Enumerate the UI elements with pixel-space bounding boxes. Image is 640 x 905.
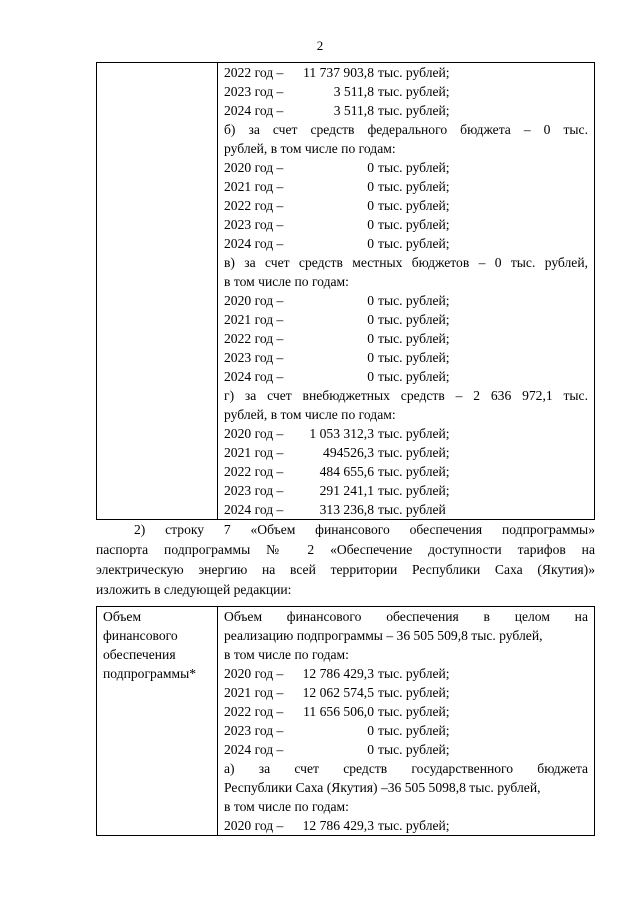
page-number: 2: [316, 38, 324, 53]
year-label: 2024 год –: [224, 103, 284, 118]
unit-label: тыс. рублей;: [378, 818, 450, 833]
funding-cell: [218, 63, 595, 520]
year-amount-row: [224, 329, 588, 348]
label-cell-empty: [97, 63, 218, 520]
text-line: г) за счет внебюджетных средств – 2 636 972,1 тыс.: [224, 388, 588, 403]
label-line: Объем: [103, 609, 142, 624]
year-amount-row: [224, 721, 588, 740]
year-amount-row: [224, 500, 588, 519]
amount-value: 12 786 429,3: [302, 666, 374, 681]
year-label: 2020 год –: [224, 426, 284, 441]
year-label: 2022 год –: [224, 65, 284, 80]
unit-label: тыс. рублей;: [378, 103, 450, 118]
year-label: 2021 год –: [224, 179, 284, 194]
amount-value: 494526,3: [323, 445, 374, 460]
year-amount-row: [224, 158, 588, 177]
year-amount-row: [224, 310, 588, 329]
year-amount-row: [224, 664, 588, 683]
amendment-line: 2) строку 7 «Объем финансового обеспечения подпрограммы»: [134, 522, 595, 537]
amendment-paragraph: [96, 520, 595, 600]
amount-value: 291 241,1: [319, 483, 374, 498]
amount-value: 1 053 312,3: [309, 426, 374, 441]
year-label: 2022 год –: [224, 198, 284, 213]
unit-label: тыс. рублей;: [378, 160, 450, 175]
year-amount-row: [224, 82, 588, 101]
unit-label: тыс. рублей;: [378, 464, 450, 479]
amount-value: 3 511,8: [333, 84, 374, 99]
amount-value: 12 062 574,5: [302, 685, 374, 700]
unit-label: тыс. рублей;: [378, 331, 450, 346]
text-line: реализацию подпрограммы – 36 505 509,8 тыс. рублей,: [224, 628, 543, 643]
amount-value: 0: [367, 293, 374, 308]
text-line: рублей, в том числе по годам:: [224, 141, 396, 156]
unit-label: тыс. рублей;: [378, 84, 450, 99]
unit-label: тыс. рублей;: [378, 217, 450, 232]
unit-label: тыс. рублей;: [378, 293, 450, 308]
unit-label: тыс. рублей;: [378, 426, 450, 441]
amount-value: 0: [367, 217, 374, 232]
year-label: 2024 год –: [224, 369, 284, 384]
year-amount-row: [224, 424, 588, 443]
unit-label: тыс. рублей;: [378, 350, 450, 365]
label-line: обеспечения: [103, 647, 176, 662]
amount-value: 0: [367, 723, 374, 738]
amount-value: 0: [367, 236, 374, 251]
unit-label: тыс. рублей;: [378, 483, 450, 498]
amount-value: 0: [367, 331, 374, 346]
unit-label: тыс. рублей;: [378, 723, 450, 738]
year-amount-row: [224, 177, 588, 196]
year-label: 2020 год –: [224, 160, 284, 175]
funding-cell: [218, 607, 595, 836]
text-line: в том числе по годам:: [224, 274, 349, 289]
year-label: 2020 год –: [224, 818, 284, 833]
year-label: 2021 год –: [224, 312, 284, 327]
unit-label: тыс. рублей;: [378, 666, 450, 681]
label-cell: [97, 607, 218, 836]
unit-label: тыс. рублей;: [378, 179, 450, 194]
year-label: 2022 год –: [224, 704, 284, 719]
text-line: Республики Саха (Якутия) –36 505 5098,8 тыс. рублей,: [224, 780, 541, 795]
label-line: подпрограммы*: [103, 666, 197, 681]
amount-value: 11 737 903,8: [303, 65, 374, 80]
year-amount-row: [224, 462, 588, 481]
year-amount-row: [224, 816, 588, 835]
year-amount-row: [224, 215, 588, 234]
unit-label: тыс. рублей;: [378, 198, 450, 213]
unit-label: тыс. рублей;: [378, 742, 450, 757]
year-label: 2020 год –: [224, 666, 284, 681]
amount-value: 0: [367, 179, 374, 194]
year-label: 2023 год –: [224, 84, 284, 99]
amendment-line: паспорта подпрограммы № 2 «Обеспечение доступности тарифов на: [96, 542, 595, 557]
year-label: 2024 год –: [224, 742, 284, 757]
amount-value: 11 656 506,0: [303, 704, 374, 719]
text-line: в том числе по годам:: [224, 647, 349, 662]
year-amount-row: [224, 291, 588, 310]
unit-label: тыс. рублей;: [378, 236, 450, 251]
year-label: 2021 год –: [224, 445, 284, 460]
year-amount-row: [224, 443, 588, 462]
year-label: 2020 год –: [224, 293, 284, 308]
amount-value: 484 655,6: [319, 464, 374, 479]
amount-value: 0: [367, 160, 374, 175]
unit-label: тыс. рублей: [378, 502, 446, 517]
year-label: 2024 год –: [224, 236, 284, 251]
amount-value: 0: [367, 369, 374, 384]
year-label: 2021 год –: [224, 685, 284, 700]
unit-label: тыс. рублей;: [378, 704, 450, 719]
year-amount-row: [224, 234, 588, 253]
unit-label: тыс. рублей;: [378, 369, 450, 384]
passport-table-subprogram-2: [96, 606, 595, 836]
amount-value: 0: [367, 350, 374, 365]
passport-table-continuation: [96, 62, 595, 520]
year-label: 2023 год –: [224, 350, 284, 365]
amount-value: 0: [367, 312, 374, 327]
amount-value: 313 236,8: [319, 502, 374, 517]
amount-value: 12 786 429,3: [302, 818, 374, 833]
amount-value: 0: [367, 198, 374, 213]
year-amount-row: [224, 740, 588, 759]
text-line: Объем финансового обеспечения в целом на: [224, 609, 588, 624]
year-amount-row: [224, 683, 588, 702]
year-label: 2023 год –: [224, 723, 284, 738]
label-line: финансового: [103, 628, 178, 643]
amendment-line: изложить в следующей редакции:: [96, 582, 292, 597]
unit-label: тыс. рублей;: [378, 65, 450, 80]
year-amount-row: [224, 481, 588, 500]
year-label: 2024 год –: [224, 502, 284, 517]
text-line: б) за счет средств федерального бюджета – 0 тыс.: [224, 122, 588, 137]
year-label: 2022 год –: [224, 464, 284, 479]
text-line: в) за счет средств местных бюджетов – 0 тыс. рублей,: [224, 255, 588, 270]
unit-label: тыс. рублей;: [378, 445, 450, 460]
year-label: 2023 год –: [224, 217, 284, 232]
year-amount-row: [224, 348, 588, 367]
year-amount-row: [224, 196, 588, 215]
unit-label: тыс. рублей;: [378, 312, 450, 327]
text-line: а) за счет средств государственного бюджета: [224, 761, 588, 776]
amount-value: 0: [367, 742, 374, 757]
year-amount-row: [224, 63, 588, 82]
amendment-line: электрическую энергию на всей территории Республики Саха (Якутия)»: [96, 562, 595, 577]
year-label: 2023 год –: [224, 483, 284, 498]
unit-label: тыс. рублей;: [378, 685, 450, 700]
amount-value: 3 511,8: [333, 103, 374, 118]
text-line: в том числе по годам:: [224, 799, 349, 814]
text-line: рублей, в том числе по годам:: [224, 407, 396, 422]
year-amount-row: [224, 367, 588, 386]
year-amount-row: [224, 702, 588, 721]
year-label: 2022 год –: [224, 331, 284, 346]
year-amount-row: [224, 101, 588, 120]
